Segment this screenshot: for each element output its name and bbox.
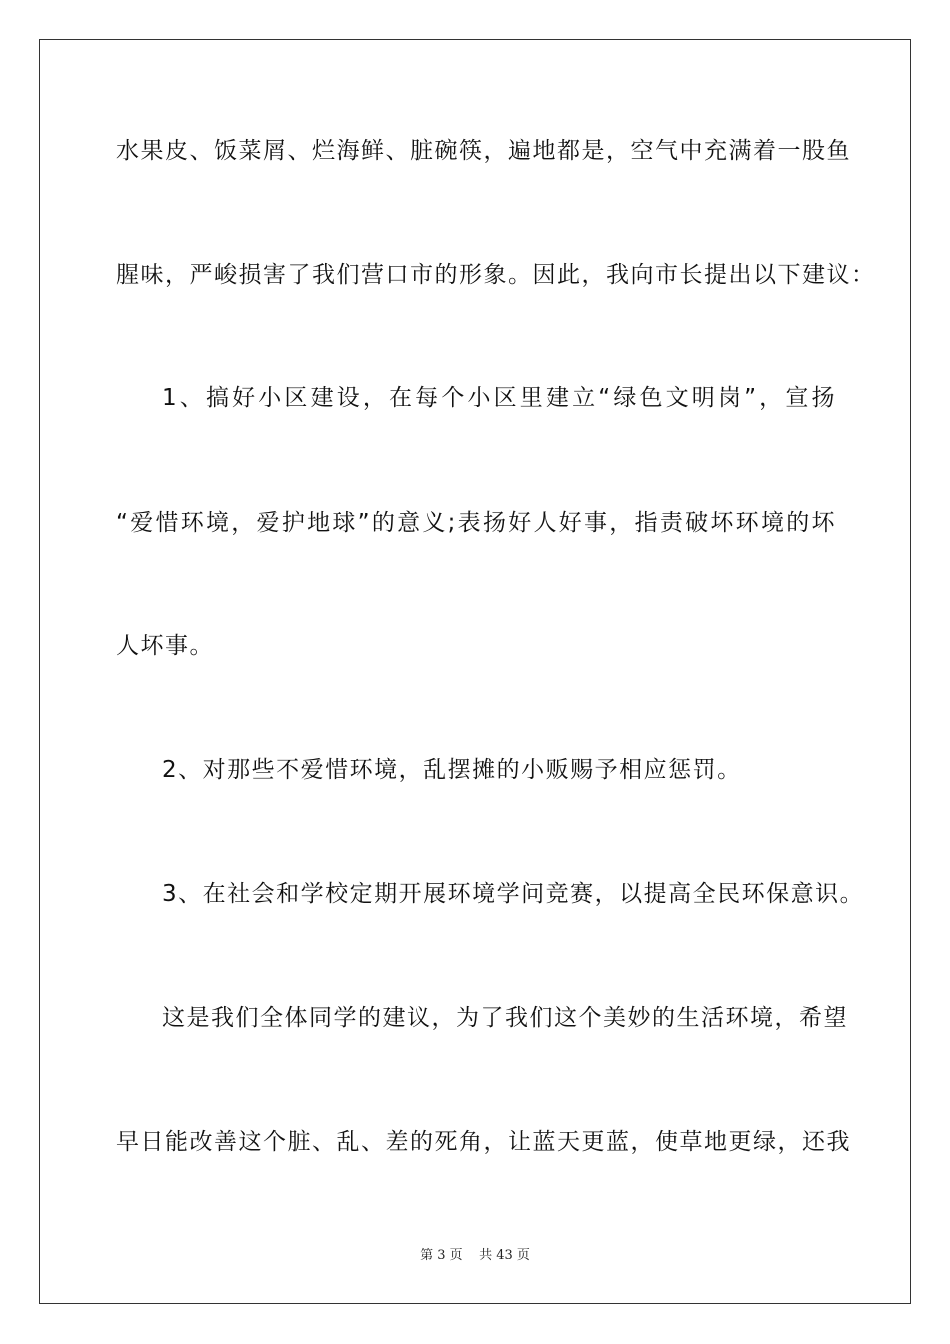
page-border bbox=[39, 39, 911, 1304]
body-line-4: “爱惜环境，爱护地球”的意义;表扬好人好事，指责破坏环境的坏 bbox=[116, 510, 836, 536]
body-line-3: 1、搞好小区建设，在每个小区里建立“绿色文明岗”，宣扬 bbox=[162, 385, 836, 411]
body-line-2: 腥味，严峻损害了我们营口市的形象。因此，我向市长提出以下建议： bbox=[116, 262, 876, 288]
body-line-6: 2、对那些不爱惜环境，乱摆摊的小贩赐予相应惩罚。 bbox=[162, 757, 742, 783]
body-line-8: 这是我们全体同学的建议，为了我们这个美妙的生活环境，希望 bbox=[162, 1005, 848, 1031]
body-line-9: 早日能改善这个脏、乱、差的死角，让蓝天更蓝，使草地更绿，还我 bbox=[116, 1129, 851, 1155]
body-line-7: 3、在社会和学校定期开展环境学问竞赛，以提高全民环保意识。 bbox=[162, 881, 865, 907]
body-line-1: 水果皮、饭菜屑、烂海鲜、脏碗筷，遍地都是，空气中充满着一股鱼 bbox=[116, 138, 851, 164]
page-number-footer: 第 3 页 共 43 页 bbox=[420, 1248, 530, 1263]
body-line-5: 人坏事。 bbox=[116, 633, 214, 659]
